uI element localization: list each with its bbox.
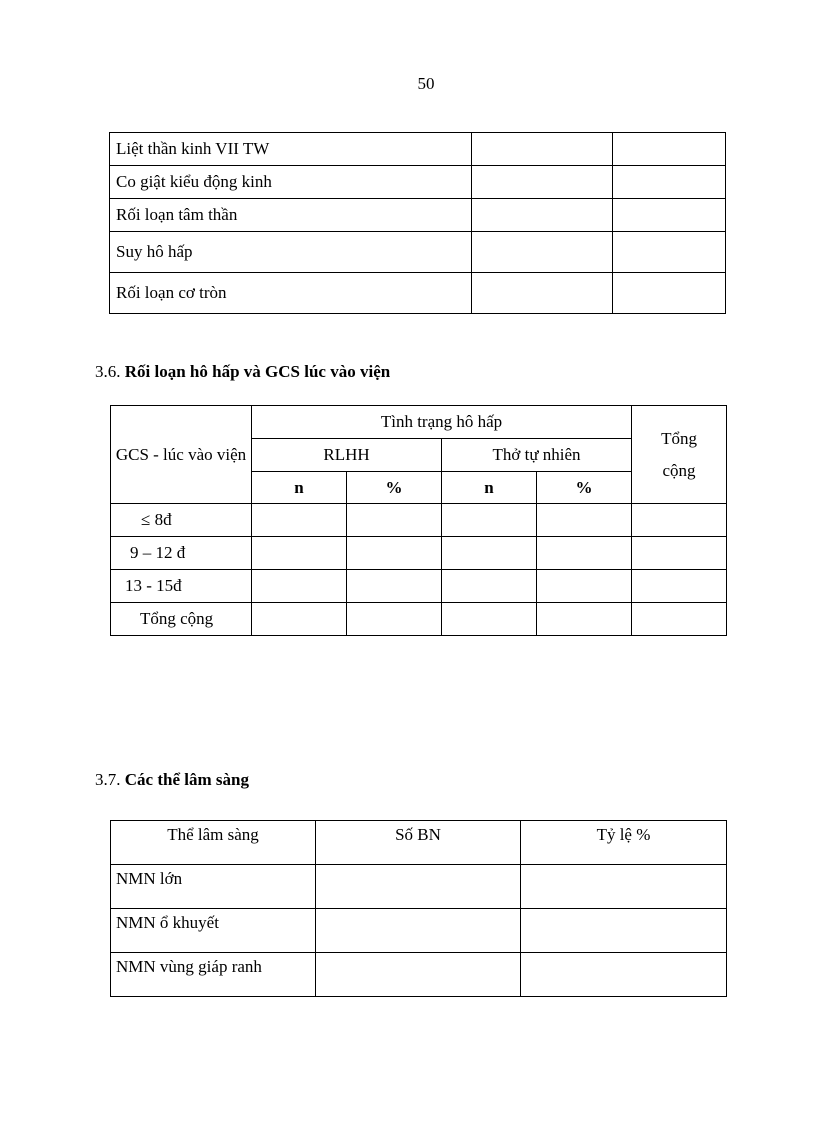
page-number: 50 bbox=[417, 74, 435, 93]
row-label: 13 - 15đ bbox=[111, 570, 252, 603]
value-cell bbox=[613, 199, 726, 232]
rlhh-header: RLHH bbox=[252, 439, 442, 472]
table-row bbox=[111, 953, 727, 997]
natural-breathing-header: Thở tự nhiên bbox=[442, 439, 632, 472]
section-heading-3-6 bbox=[95, 362, 390, 382]
row-label: Rối loạn cơ tròn bbox=[110, 273, 472, 314]
value-cell bbox=[613, 273, 726, 314]
value-cell bbox=[472, 133, 613, 166]
value-cell bbox=[613, 232, 726, 273]
row-label: NMN lớn bbox=[111, 865, 316, 909]
table-row bbox=[110, 133, 726, 166]
value-cell bbox=[472, 199, 613, 232]
table-row bbox=[111, 603, 727, 636]
row-label: Suy hô hấp bbox=[110, 232, 472, 273]
percent-header: % bbox=[537, 472, 632, 504]
section-heading-3-7 bbox=[95, 770, 249, 790]
respiration-status-header: Tình trạng hô hấp bbox=[252, 406, 632, 439]
table-row bbox=[111, 909, 727, 953]
neuro-symptoms-table bbox=[109, 132, 726, 314]
value-cell bbox=[472, 166, 613, 199]
row-label: Liệt thần kinh VII TW bbox=[110, 133, 472, 166]
percent-header: Tỷ lệ % bbox=[521, 821, 727, 865]
value-cell bbox=[472, 232, 613, 273]
total-header: Tổng cộng bbox=[632, 406, 727, 504]
value-cell bbox=[613, 133, 726, 166]
section-number: 3.6. bbox=[95, 362, 121, 381]
row-label: Co giật kiểu động kinh bbox=[110, 166, 472, 199]
clinical-types-table bbox=[110, 820, 727, 997]
percent-header: % bbox=[347, 472, 442, 504]
section-number: 3.7. bbox=[95, 770, 121, 789]
n-header: n bbox=[442, 472, 537, 504]
row-label: ≤ 8đ bbox=[111, 504, 252, 537]
row-label: 9 – 12 đ bbox=[111, 537, 252, 570]
table-row bbox=[110, 273, 726, 314]
table-row bbox=[110, 232, 726, 273]
gcs-header: GCS - lúc vào viện bbox=[111, 406, 252, 504]
row-label: NMN ổ khuyết bbox=[111, 909, 316, 953]
patient-count-header: Số BN bbox=[316, 821, 521, 865]
clinical-type-header: Thể lâm sàng bbox=[111, 821, 316, 865]
table-row bbox=[111, 570, 727, 603]
table-row bbox=[110, 199, 726, 232]
header-row bbox=[111, 406, 727, 439]
value-cell bbox=[472, 273, 613, 314]
table-row bbox=[111, 865, 727, 909]
table-row bbox=[110, 166, 726, 199]
table-row bbox=[111, 504, 727, 537]
row-label: NMN vùng giáp ranh bbox=[111, 953, 316, 997]
section-title: Rối loạn hô hấp và GCS lúc vào viện bbox=[124, 362, 391, 381]
value-cell bbox=[613, 166, 726, 199]
section-title: Các thể lâm sàng bbox=[124, 770, 249, 789]
gcs-respiration-table bbox=[110, 405, 727, 636]
row-label: Rối loạn tâm thần bbox=[110, 199, 472, 232]
row-label: Tổng cộng bbox=[111, 603, 252, 636]
table-row bbox=[111, 537, 727, 570]
header-row bbox=[111, 821, 727, 865]
n-header: n bbox=[252, 472, 347, 504]
